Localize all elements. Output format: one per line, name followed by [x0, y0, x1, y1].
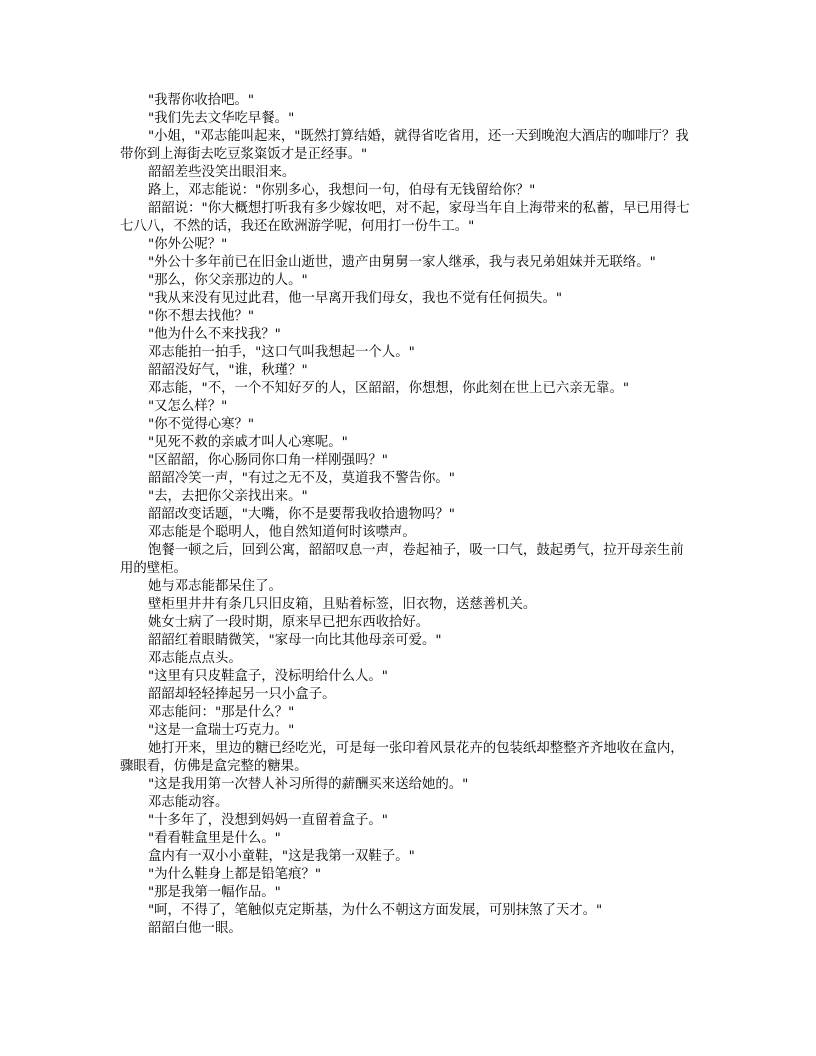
paragraph: "为什么鞋身上都是铅笔痕？"	[148, 867, 322, 882]
paragraph: "你不想去找他？"	[148, 309, 255, 324]
paragraph: "这是我用第一次替人补习所得的薪酬买来送给她的。"	[148, 777, 469, 792]
paragraph: "见死不救的亲戚才叫人心寒呢。"	[148, 435, 348, 450]
paragraph: 韶韶没好气，"谁，秋瑾？"	[148, 363, 308, 378]
paragraph: "这是一盒瑞士巧克力。"	[148, 723, 295, 738]
paragraph: 邓志能点点头。	[148, 651, 242, 666]
paragraph: 她打开来，里边的糖已经吃光，可是每一张印着风景花卉的包装纸却整整齐齐地收在盒内，骤眼看，仿佛是盒完整的糖果。	[120, 741, 684, 774]
paragraph: "十多年了，没想到妈妈一直留着盒子。"	[148, 813, 388, 828]
paragraph: "这里有只皮鞋盒子，没标明给什么人。"	[148, 669, 388, 684]
paragraph: 她与邓志能都呆住了。	[148, 579, 282, 594]
paragraph: "外公十多年前已在旧金山逝世，遗产由舅舅一家人继承，我与表兄弟姐妹并无联络。"	[148, 255, 656, 270]
paragraph: "我从来没有见过此君，他一早离开我们母女，我也不觉有任何损失。"	[148, 291, 563, 306]
paragraph: 邓志能，"不，一个不知好歹的人，区韶韶，你想想，你此刻在世上已六亲无靠。"	[148, 381, 629, 396]
paragraph: "他为什么不来找我？"	[148, 327, 281, 342]
paragraph: "区韶韶，你心肠同你口角一样刚强吗？"	[148, 453, 388, 468]
paragraph: 韶韶说："你大概想打听我有多少嫁妆吧，对不起，家母当年自上海带来的私蓄，早已用得七七八八，不然的话，我还在欧洲游学呢，何用打一份牛工。"	[120, 201, 690, 234]
paragraph: 韶韶冷笑一声，"有过之无不及，莫道我不警告你。"	[148, 471, 455, 486]
paragraph: "呵，不得了，笔触似克定斯基，为什么不朝这方面发展，可别抹煞了天才。"	[148, 903, 603, 918]
paragraph: 邓志能问："那是什么？"	[148, 705, 295, 720]
paragraph: "你不觉得心寒？"	[148, 417, 255, 432]
paragraph: 姚女士病了一段时期，原来早已把东西收拾好。	[148, 615, 430, 630]
paragraph: 路上，邓志能说："你别多心，我想问一句，伯母有无钱留给你？"	[148, 183, 536, 198]
paragraph: "小姐，"邓志能叫起来，"既然打算结婚，就得省吃省用，还一天到晚泡大酒店的咖啡厅？我带你到上海街去吃豆浆粢饭才是正经事。"	[120, 129, 689, 162]
document-body	[120, 92, 696, 938]
paragraph: 韶韶却轻轻捧起另一只小盒子。	[148, 687, 336, 702]
paragraph: "去，去把你父亲找出来。"	[148, 489, 308, 504]
paragraph: 韶韶红着眼睛微笑，"家母一向比其他母亲可爱。"	[148, 633, 442, 648]
paragraph: 韶韶差些没笑出眼泪来。	[148, 165, 296, 180]
paragraph: 邓志能是个聪明人，他自然知道何时该噤声。	[148, 525, 416, 540]
paragraph: "那是我第一幅作品。"	[148, 885, 281, 900]
paragraph: "那么，你父亲那边的人。"	[148, 273, 308, 288]
paragraph: 饱餐一顿之后，回到公寓，韶韶叹息一声，卷起袖子，吸一口气，鼓起勇气，拉开母亲生前用的壁柜。	[120, 543, 684, 576]
paragraph: 盒内有一双小小童鞋，"这是我第一双鞋子。"	[148, 849, 415, 864]
paragraph: "我帮你收拾吧。"	[148, 93, 255, 108]
paragraph: "我们先去文华吃早餐。"	[148, 111, 295, 126]
paragraph: 邓志能拍一拍手，"这口气叫我想起一个人。"	[148, 345, 415, 360]
paragraph: "看看鞋盒里是什么。"	[148, 831, 281, 846]
paragraph: 壁柜里井井有条几只旧皮箱，且贴着标签，旧衣物，送慈善机关。	[148, 597, 537, 612]
paragraph: "你外公呢？"	[148, 237, 228, 252]
paragraph: 邓志能动容。	[148, 795, 229, 810]
paragraph: 韶韶白他一眼。	[148, 921, 242, 936]
paragraph: 韶韶改变话题，"大嘴，你不是要帮我收拾遗物吗？"	[148, 507, 455, 522]
paragraph: "又怎么样？"	[148, 399, 228, 414]
